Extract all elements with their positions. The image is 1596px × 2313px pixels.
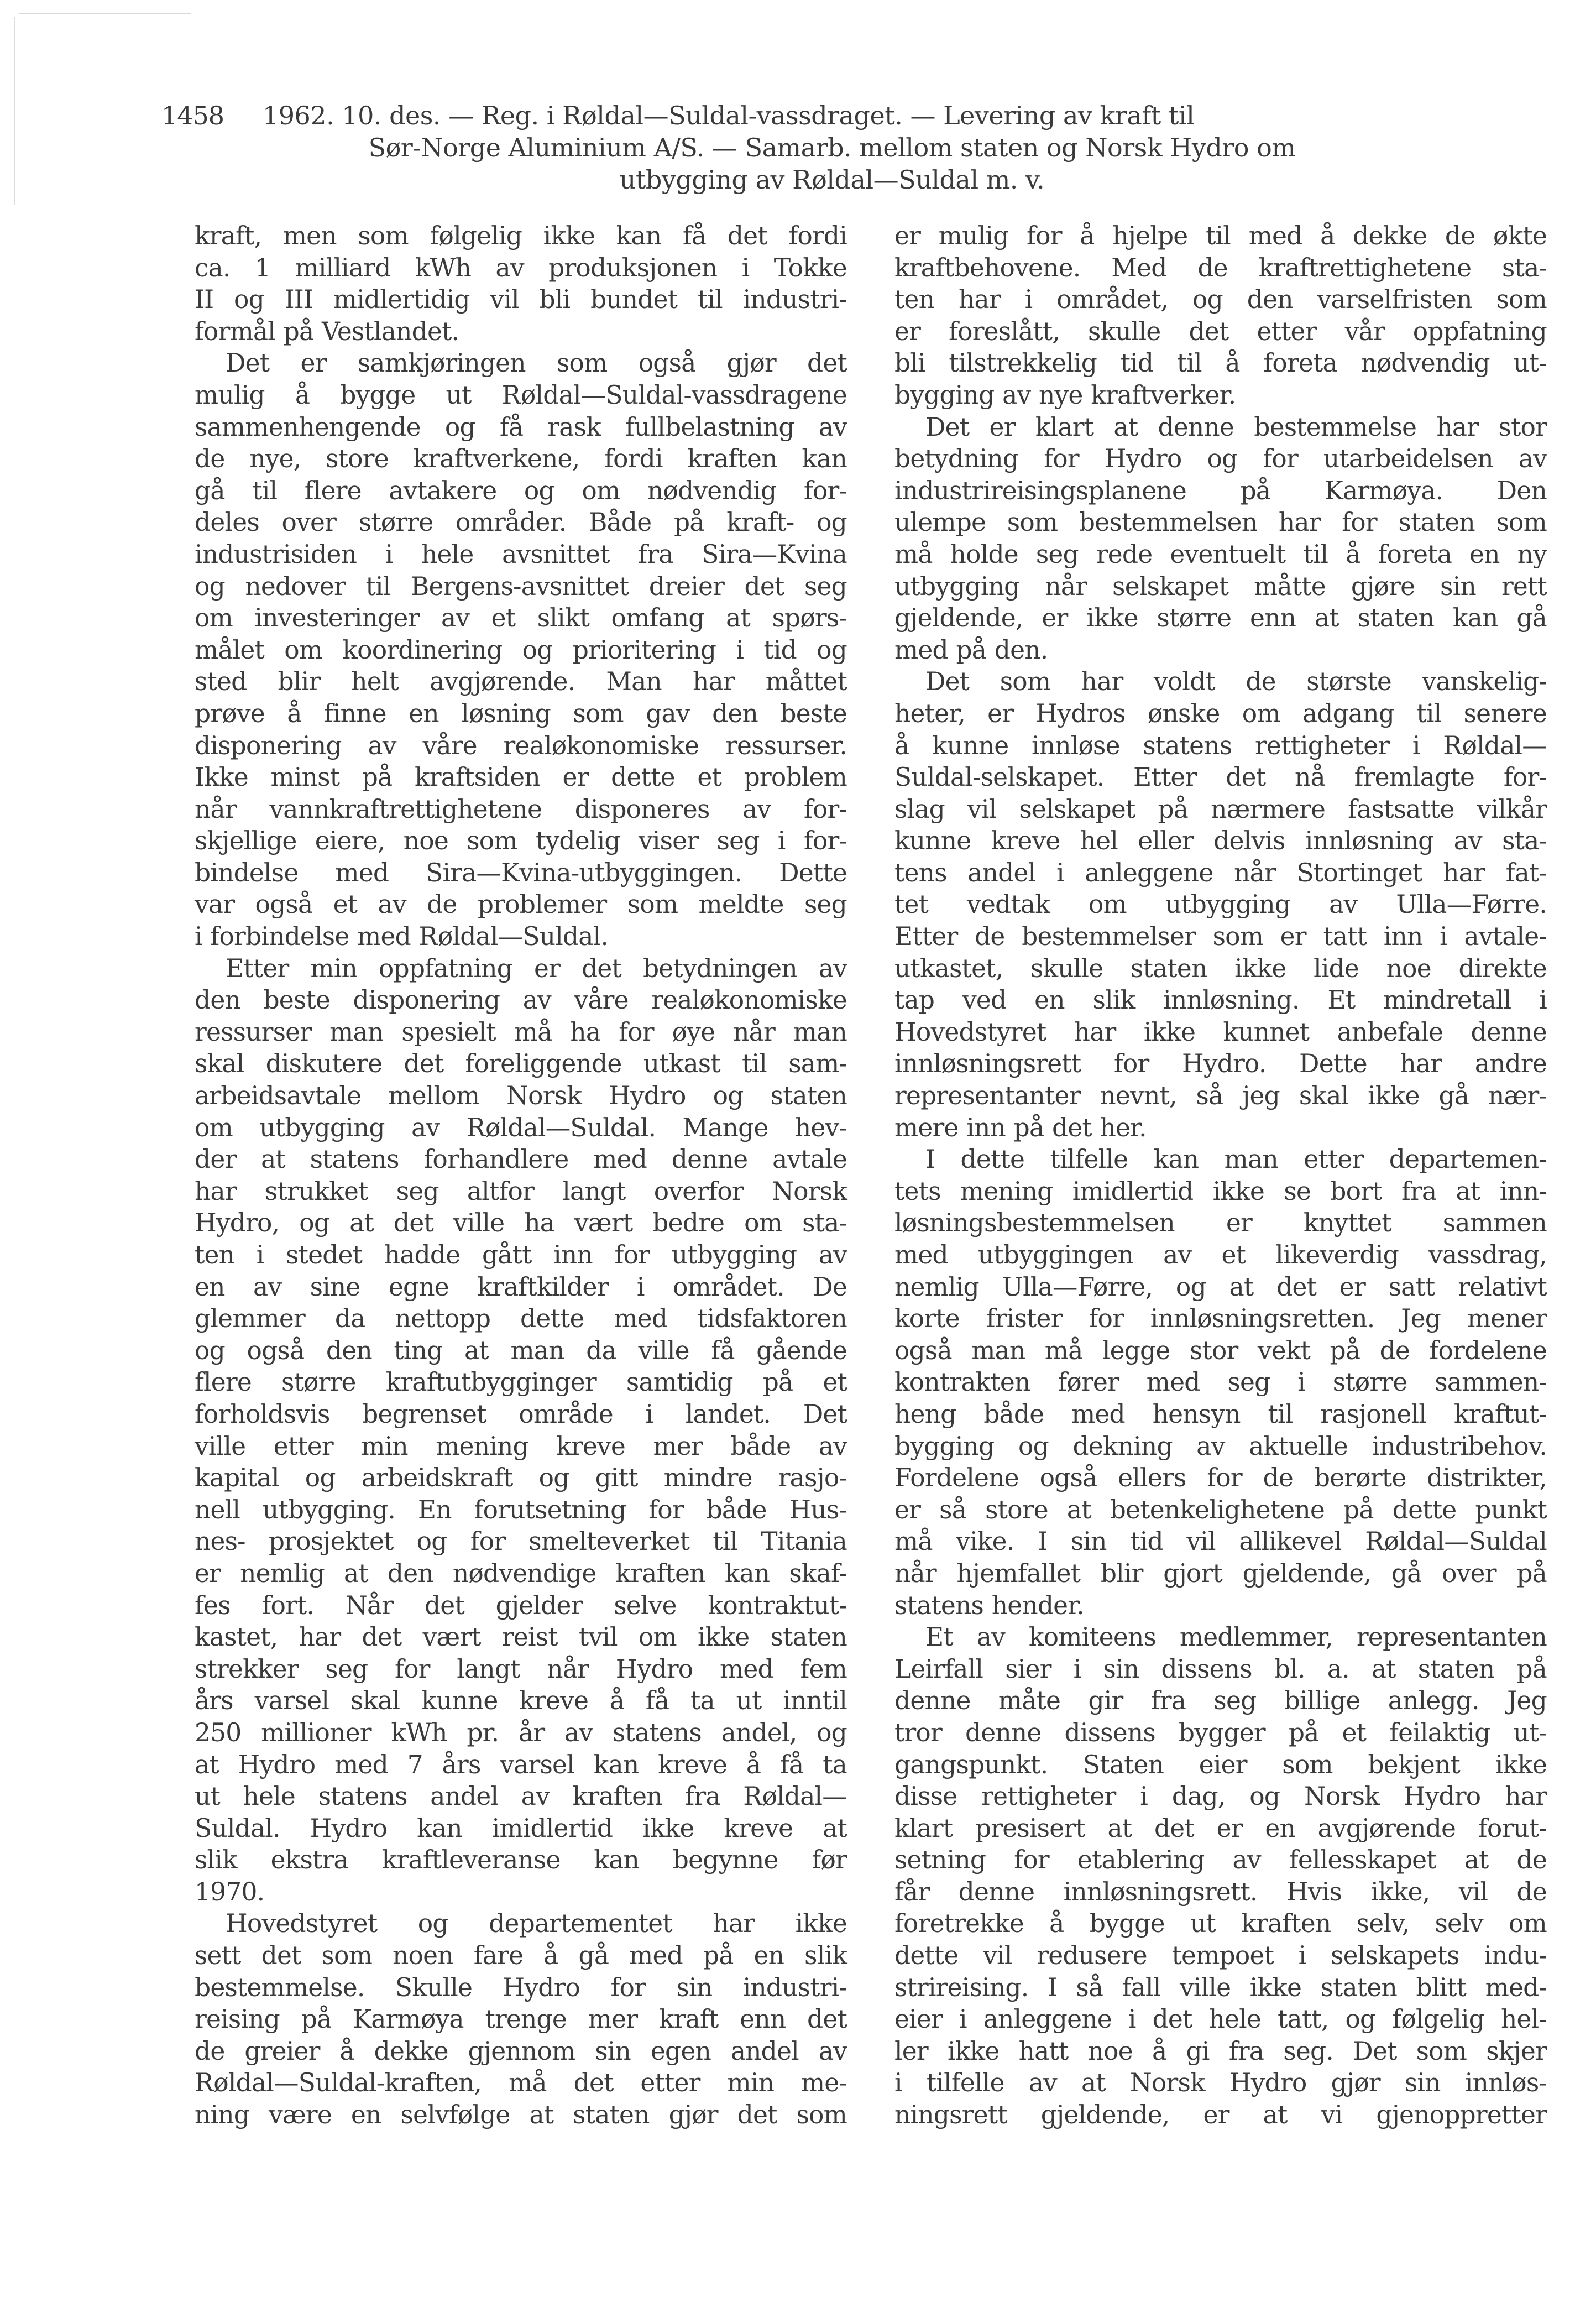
text-line: kraftbehovene. Med de kraftrettighetene sta- (894, 253, 1547, 283)
text-line: prøve å finne en løsning som gav den beste (195, 698, 847, 728)
text-line: korte frister for innløsningsretten. Jeg mener (894, 1304, 1547, 1334)
text-line: bygging av nye kraftverker. (894, 380, 1236, 410)
text-line: utbygging når selskapet måtte gjøre sin rett (894, 571, 1547, 601)
text-line: setning for etablering av fellesskapet at de (894, 1845, 1547, 1875)
text-line: bindelse med Sira—Kvina-utbyggingen. Dette (195, 858, 847, 887)
text-line: har strukket seg altfor langt overfor Norsk (195, 1176, 847, 1206)
text-line: kunne kreve hel eller delvis innløsning av sta- (894, 826, 1547, 856)
text-line: tror denne dissens bygger på et feilaktig ut- (894, 1717, 1547, 1747)
text-line: Røldal—Suldal-kraften, må det etter min me- (195, 2068, 847, 2098)
text-line: heng både med hensyn til rasjonell kraftut- (894, 1399, 1547, 1429)
text-line: formål på Vestlandet. (195, 316, 459, 346)
text-line: når hjemfallet blir gjort gjeldende, gå over på (894, 1558, 1547, 1588)
text-line: mere inn på det her. (894, 1113, 1147, 1142)
text-line: ressurser man spesielt må ha for øye når man (195, 1017, 847, 1047)
text-line: Etter de bestemmelser som er tatt inn i avtale- (894, 922, 1547, 952)
text-line: Det er samkjøringen som også gjør det (226, 348, 847, 378)
text-line: slag vil selskapet på nærmere fastsatte vilkår (894, 794, 1547, 824)
text-line: de greier å dekke gjennom sin egen andel av (195, 2036, 847, 2066)
text-line: reising på Karmøya trenge mer kraft enn det (195, 2004, 847, 2034)
text-line: er så store at betenkelighetene på dette punkt (894, 1495, 1547, 1524)
text-line: betydning for Hydro og for utarbeidelsen av (894, 444, 1547, 474)
text-line: Fordelene også ellers for de berørte distrikter, (894, 1463, 1547, 1493)
text-line: Hydro, og at det ville ha vært bedre om sta- (195, 1208, 847, 1238)
text-line: Et av komiteens medlemmer, representanten (925, 1622, 1547, 1652)
text-line: var også et av de problemer som meldte seg (195, 890, 847, 920)
text-line: bestemmelse. Skulle Hydro for sin industri- (195, 1972, 847, 2002)
text-line: disponering av våre realøkonomiske ressurser. (195, 730, 847, 760)
text-line: dette vil redusere tempoet i selskapets indu- (894, 1941, 1547, 1971)
text-line: nell utbygging. En forutsetning for både Hus- (195, 1495, 847, 1524)
text-line: arbeidsavtale mellom Norsk Hydro og staten (195, 1081, 847, 1111)
text-line: representanter nevnt, så jeg skal ikke gå nær- (894, 1081, 1547, 1111)
text-line: Hovedstyret har ikke kunnet anbefale denne (894, 1017, 1547, 1047)
text-line: bygging og dekning av aktuelle industribehov. (894, 1431, 1547, 1461)
text-line: slik ekstra kraftleveranse kan begynne før (195, 1845, 847, 1875)
text-line: med utbyggingen av et likeverdig vassdrag, (894, 1240, 1547, 1270)
text-line: ler ikke hatt noe å gi fra seg. Det som skjer (894, 2036, 1547, 2066)
text-line: 1970. (195, 1877, 265, 1907)
text-line: bli tilstrekkelig tid til å foreta nødvendig ut- (894, 348, 1547, 378)
scan-border-left (14, 17, 15, 205)
text-line: sammenhengende og få rask fullbelastning av (195, 412, 847, 442)
text-line: tens andel i anleggene når Stortinget har fat- (894, 858, 1547, 887)
running-head (263, 100, 1401, 196)
right-text-column (894, 220, 1547, 2131)
text-line: ut hele statens andel av kraften fra Røldal— (195, 1782, 847, 1811)
text-line: foretrekke å bygge ut kraften selv, selv om (894, 1909, 1547, 1939)
page-number: 1458 (161, 101, 224, 130)
text-line: og også den ting at man da ville få gående (195, 1335, 847, 1365)
text-line: skal diskutere det foreliggende utkast til sam- (195, 1049, 847, 1079)
text-line: den beste disponering av våre realøkonomiske (195, 985, 847, 1015)
text-line: utkastet, skulle staten ikke lide noe direkte (894, 953, 1547, 983)
text-line: ten har i området, og den varselfristen som (894, 285, 1547, 315)
text-line: tap ved en slik innløsning. Et mindretall i (894, 985, 1547, 1015)
text-line: når vannkraftrettighetene disponeres av for- (195, 794, 847, 824)
running-head-line-1: 1962. 10. des. — Reg. i Røldal—Suldal-vassdraget. — Levering av kraft til (263, 101, 1195, 130)
text-line: ning være en selvfølge at staten gjør det som (195, 2100, 847, 2130)
text-line: strekker seg for langt når Hydro med fem (195, 1654, 847, 1684)
text-line: Hovedstyret og departementet har ikke (226, 1909, 847, 1939)
text-line: industrireisingsplanene på Karmøya. Den (894, 476, 1547, 505)
text-line: i tilfelle av at Norsk Hydro gjør sin innløs- (894, 2068, 1547, 2098)
text-line: gå til flere avtakere og om nødvendig for- (195, 476, 847, 505)
text-line: Leirfall sier i sin dissens bl. a. at staten på (894, 1654, 1547, 1684)
text-line: tet vedtak om utbygging av Ulla—Førre. (894, 890, 1547, 920)
text-line: må holde seg rede eventuelt til å foreta en ny (894, 539, 1547, 569)
scan-border-top (19, 13, 191, 14)
text-line: er mulig for å hjelpe til med å dekke de økte (894, 221, 1547, 250)
text-line: der at statens forhandlere med denne avtale (195, 1145, 847, 1174)
text-line: nes- prosjektet og for smelteverket til Titania (195, 1527, 847, 1557)
text-line: å kunne innløse statens rettigheter i Røldal— (894, 730, 1547, 760)
text-line: at Hydro med 7 års varsel kan kreve å få ta (195, 1750, 847, 1779)
text-line: tets mening imidlertid ikke se bort fra at inn- (894, 1176, 1547, 1206)
text-line: forholdsvis begrenset område i landet. Det (195, 1399, 847, 1429)
text-line: ca. 1 milliard kWh av produksjonen i Tokke (195, 253, 847, 283)
text-line: må vike. I sin tid vil allikevel Røldal—Suldal (894, 1527, 1547, 1557)
text-line: klart presisert at det er en avgjørende forut- (894, 1813, 1547, 1843)
left-text-column (195, 220, 847, 2131)
text-line: sted blir helt avgjørende. Man har måttet (195, 667, 847, 697)
text-line: deles over større områder. Både på kraft- og (195, 508, 847, 537)
text-line: fes fort. Når det gjelder selve kontraktut- (195, 1590, 847, 1620)
text-line: flere større kraftutbygginger samtidig på et (195, 1367, 847, 1397)
text-line: disse rettigheter i dag, og Norsk Hydro har (894, 1782, 1547, 1811)
text-line: er nemlig at den nødvendige kraften kan skaf- (195, 1558, 847, 1588)
text-line: får denne innløsningsrett. Hvis ikke, vil de (894, 1877, 1547, 1907)
text-line: glemmer da nettopp dette med tidsfaktoren (195, 1304, 847, 1334)
text-line: også man må legge stor vekt på de fordelene (894, 1335, 1547, 1365)
text-line: ulempe som bestemmelsen har for staten som (894, 508, 1547, 537)
text-line: denne måte gir fra seg billige anlegg. Jeg (894, 1686, 1547, 1716)
text-line: gangspunkt. Staten eier som bekjent ikke (894, 1750, 1547, 1779)
text-line: Suldal. Hydro kan imidlertid ikke kreve at (195, 1813, 847, 1843)
text-line: Det som har voldt de største vanskelig- (925, 667, 1547, 697)
text-line: er foreslått, skulle det etter vår oppfatning (894, 316, 1547, 346)
running-head-line-3: utbygging av Røldal—Suldal m. v. (619, 165, 1045, 195)
text-line: med på den. (894, 635, 1048, 665)
text-line: og nedover til Bergens-avsnittet dreier det seg (195, 571, 847, 601)
text-line: II og III midlertidig vil bli bundet til industri- (195, 285, 847, 315)
text-line: sett det som noen fare å gå med på en slik (195, 1941, 847, 1971)
text-line: nemlig Ulla—Førre, og at det er satt relativt (894, 1272, 1547, 1302)
text-line: om utbygging av Røldal—Suldal. Mange hev- (195, 1113, 847, 1142)
text-line: løsningsbestemmelsen er knyttet sammen (894, 1208, 1547, 1238)
text-line: Suldal-selskapet. Etter det nå fremlagte for- (894, 763, 1547, 792)
text-line: om investeringer av et slikt omfang at spørs- (195, 603, 847, 633)
text-line: I dette tilfelle kan man etter departemen- (925, 1145, 1547, 1174)
text-line: mulig å bygge ut Røldal—Suldal-vassdragene (195, 380, 847, 410)
text-line: kraft, men som følgelig ikke kan få det fordi (195, 221, 847, 250)
text-line: kastet, har det vært reist tvil om ikke staten (195, 1622, 847, 1652)
text-line: kontrakten fører med seg i større sammen- (894, 1367, 1547, 1397)
text-line: skjellige eiere, noe som tydelig viser seg i for- (195, 826, 847, 856)
text-line: ningsrett gjeldende, er at vi gjenoppretter (894, 2100, 1547, 2130)
text-line: kapital og arbeidskraft og gitt mindre rasjo- (195, 1463, 847, 1493)
text-line: gjeldende, er ikke større enn at staten kan gå (894, 603, 1547, 633)
text-line: industrisiden i hele avsnittet fra Sira—Kvina (195, 539, 847, 569)
text-line: Etter min oppfatning er det betydningen av (226, 953, 847, 983)
text-line: års varsel skal kunne kreve å få ta ut inntil (195, 1686, 847, 1716)
text-line: 250 millioner kWh pr. år av statens andel, og (195, 1717, 847, 1747)
running-head-line-2: Sør-Norge Aluminium A/S. — Samarb. mellom staten og Norsk Hydro om (368, 133, 1296, 163)
text-line: målet om koordinering og prioritering i tid og (195, 635, 847, 665)
text-line: de nye, store kraftverkene, fordi kraften kan (195, 444, 847, 474)
text-line: Det er klart at denne bestemmelse har stor (925, 412, 1547, 442)
text-line: ten i stedet hadde gått inn for utbygging av (195, 1240, 847, 1270)
text-line: Ikke minst på kraftsiden er dette et problem (195, 763, 847, 792)
text-line: innløsningsrett for Hydro. Dette har andre (894, 1049, 1547, 1079)
text-line: en av sine egne kraftkilder i området. De (195, 1272, 847, 1302)
text-line: i forbindelse med Røldal—Suldal. (195, 922, 609, 952)
text-line: strireising. I så fall ville ikke staten blitt med- (894, 1972, 1547, 2002)
text-line: heter, er Hydros ønske om adgang til senere (894, 698, 1547, 728)
text-line: ville etter min mening kreve mer både av (195, 1431, 847, 1461)
text-line: eier i anleggene i det hele tatt, og følgelig hel- (894, 2004, 1547, 2034)
text-line: statens hender. (894, 1590, 1084, 1620)
